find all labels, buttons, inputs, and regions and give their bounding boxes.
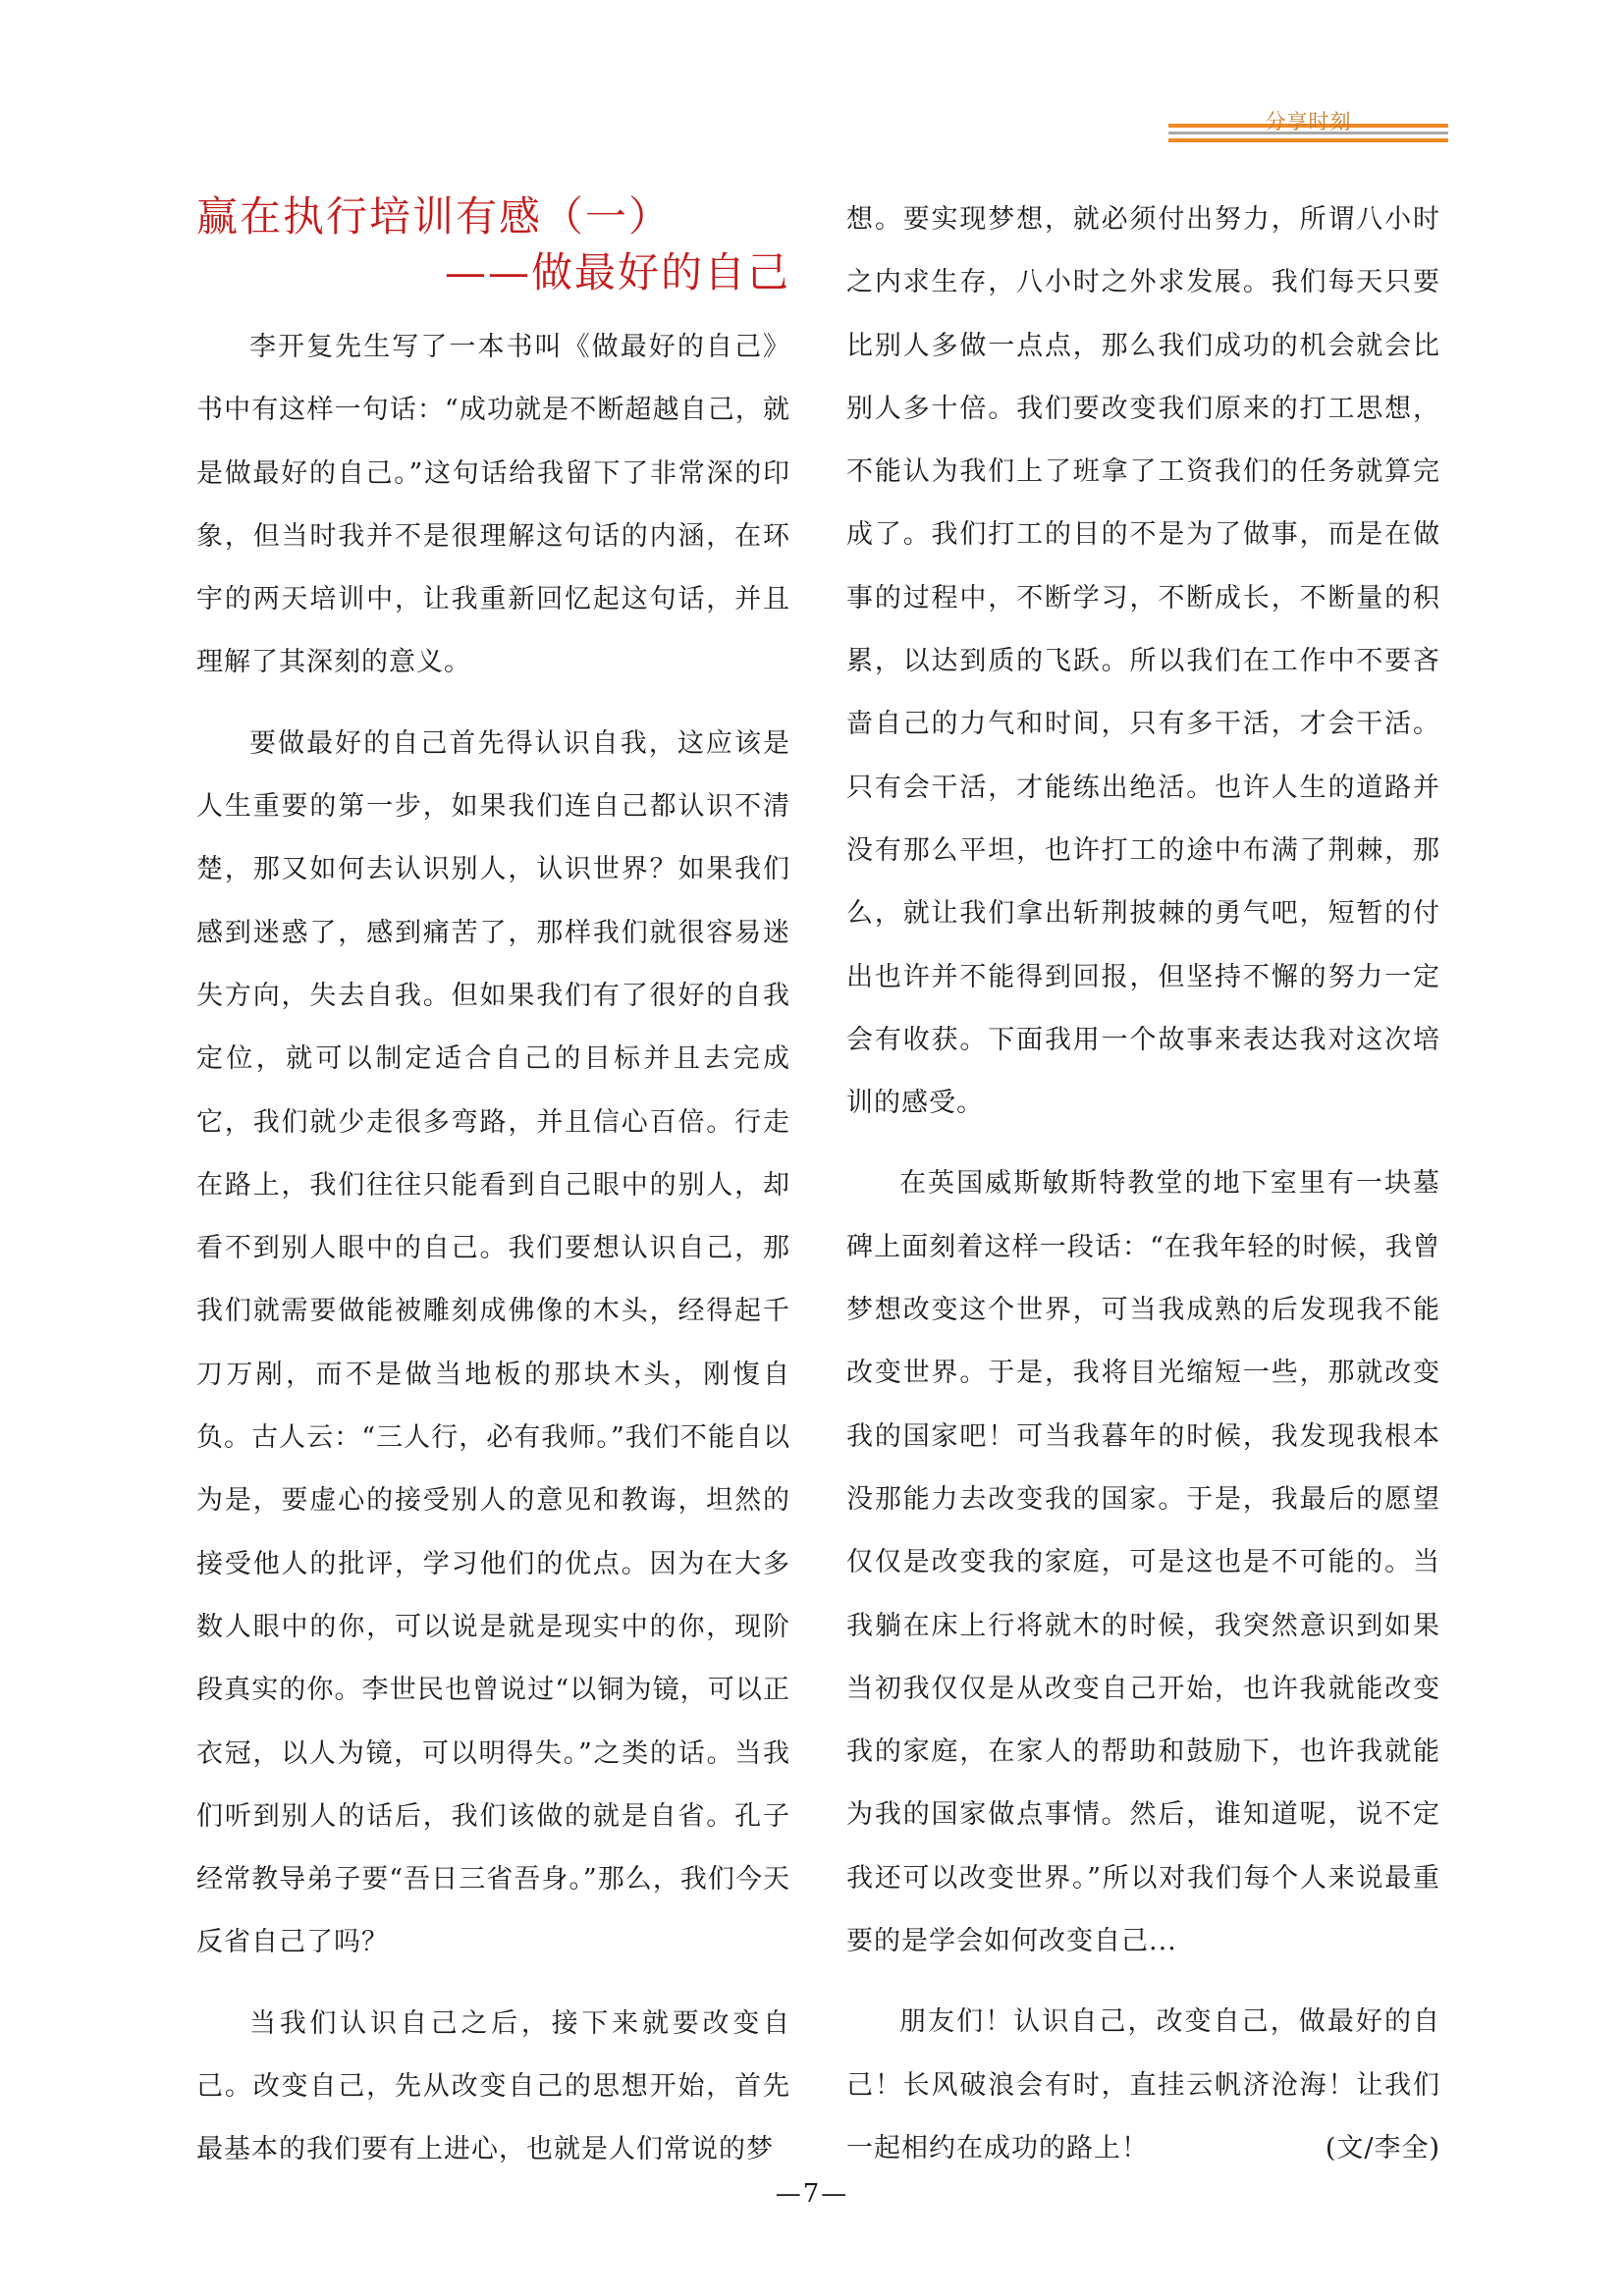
article-title: 赢在执行培训有感（一） bbox=[196, 192, 673, 240]
section-tag: 分享时刻 bbox=[1265, 110, 1352, 133]
section-header bbox=[1168, 106, 1448, 145]
paragraph: 想。要实现梦想，就必须付出努力，所谓八小时之内求生存，八小时之外求发展。我们每天只要比别人多做一点点，那么我们成功的机会就会比别人多十倍。我们要改变我们原来的打工思想，不能认为我们上了班拿了工资我们的任务就算完成了。我们打工的目的不是为了做事，而是在做事的过程中，不断学习，不断成长，不断量的积累，以达到质的飞跃。所以我们在工作中不要吝啬自己的力气和时间，只有多干活，才会干活。只有会干活，才能练出绝活。也许人生的道路并没有那么平坦，也许打工的途中布满了荆棘，那么，就让我们拿出斩荆披棘的勇气吧，短暂的付出也许并不能得到回报，但坚持不懈的努力一定会有收获。下面我用一个故事来表达我对这次培训的感受。 bbox=[846, 204, 1440, 1119]
paragraph: 李开复先生写了一本书叫《做最好的自己》书中有这样一句话：“成功就是不断超越自己，就是做最好的自己。”这句话给我留下了非常深的印象，但当时我并不是很理解这句话的内涵，在环宇的两天培训中，让我重新回忆起这句话，并且理解了其深刻的意义。 bbox=[196, 332, 790, 678]
header-rule bbox=[1168, 138, 1448, 142]
closing-text: 朋友们！认识自己，改变自己，做最好的自己！长风破浪会有时，直挂云帆济沧海！让我们一起相约在成功的路上！ bbox=[846, 2006, 1440, 2163]
article-subtitle: ——做最好的自己 bbox=[444, 248, 790, 296]
right-column bbox=[846, 188, 1440, 2198]
page-number: —7— bbox=[775, 2179, 849, 2209]
paragraph bbox=[846, 1991, 1440, 2180]
paragraph: 要做最好的自己首先得认识自我，这应该是人生重要的第一步，如果我们连自己都认识不清楚，那又如何去认识别人，认识世界？如果我们感到迷惑了，感到痛苦了，那样我们就很容易迷失方向，失去自我。但如果我们有了很好的自我定位，就可以制定适合自己的目标并且去完成它，我们就少走很多弯路，并且信心百倍。行走在路上，我们往往只能看到自己眼中的别人，却看不到别人眼中的自己。我们要想认识自己，那我们就需要做能被雕刻成佛像的木头，经得起千刀万剐，而不是做当地板的那块木头，刚愎自负。古人云：“三人行，必有我师。”我们不能自以为是，要虚心的接受别人的意见和教诲，坦然的接受他人的批评，学习他们的优点。因为在大多数人眼中的你，可以说是就是现实中的你，现阶段真实的你。李世民也曾说过“以铜为镜，可以正衣冠，以人为镜，可以明得失。”之类的话。当我们听到别人的话后，我们该做的就是自省。孔子经常教导弟子要“吾日三省吾身。”那么，我们今天反省自己了吗？ bbox=[196, 727, 790, 1958]
left-column bbox=[196, 188, 790, 2200]
paragraph: 在英国威斯敏斯特教堂的地下室里有一块墓碑上面刻着这样一段话：“在我年轻的时候，我曾梦想改变这个世界，可当我成熟的后发现我不能改变世界。于是，我将目光缩短一些，那就改变我的国家吧！可当我暮年的时候，我发现我根本没那能力去改变我的国家。于是，我最后的愿望仅仅是改变我的家庭，可是这也是不可能的。当我躺在床上行将就木的时候，我突然意识到如果当初我仅仅是从改变自己开始，也许我就能改变我的家庭，在家人的帮助和鼓励下，也许我就能为我的国家做点事情。然后，谁知道呢，说不定我还可以改变世界。”所以对我们每个人来说最重要的是学会如何改变自己... bbox=[846, 1168, 1440, 1957]
byline: (文/李全) bbox=[1325, 2132, 1440, 2163]
paragraph: 当我们认识自己之后，接下来就要改变自己。改变自己，先从改变自己的思想开始，首先最基本的我们要有上进心，也就是人们常说的梦 bbox=[196, 2007, 790, 2165]
